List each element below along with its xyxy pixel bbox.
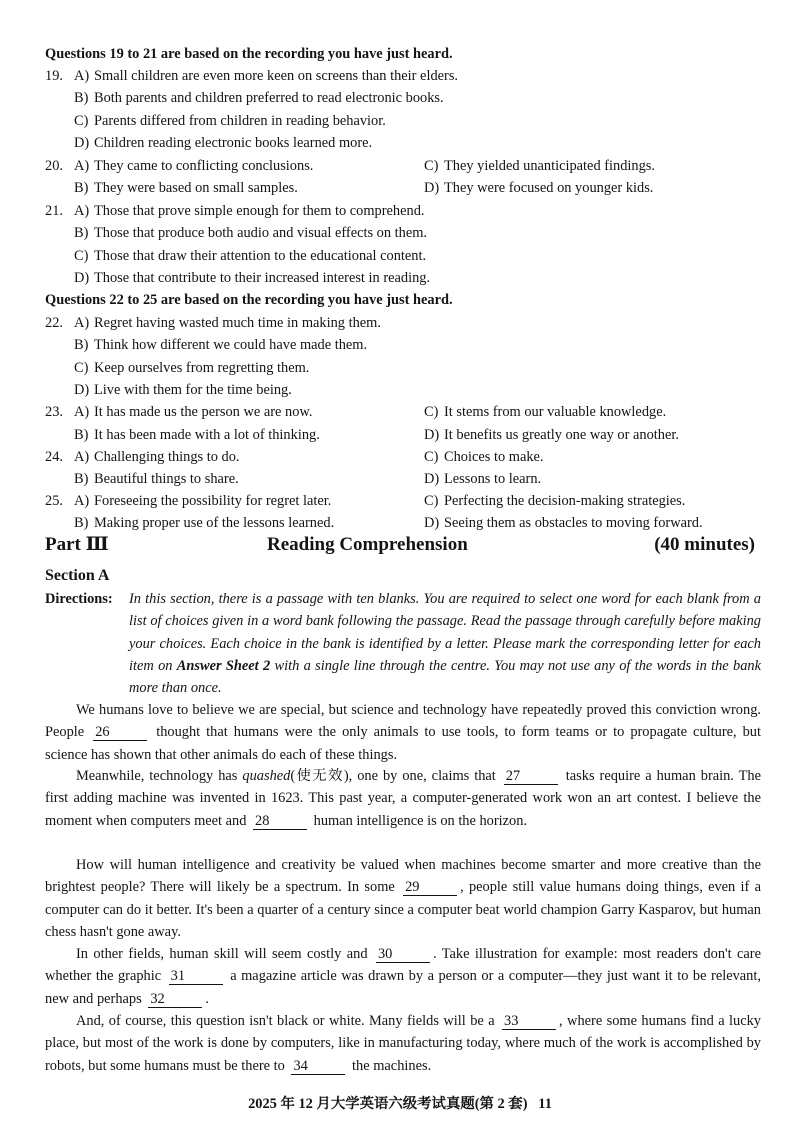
question-19-option-b[interactable]: B) Both parents and children preferred to read electronic books. <box>74 90 444 106</box>
page-footer <box>0 1093 800 1115</box>
question-25-option-c[interactable]: C) Perfecting the decision-making strategies. <box>424 493 686 509</box>
question-19-option-a[interactable]: 19. A) Small children are even more keen on screens than their elders. <box>45 65 458 87</box>
blank-33[interactable]: 33 <box>502 1014 556 1030</box>
blank-34[interactable]: 34 <box>291 1059 345 1075</box>
question-24-option-b[interactable]: B) Beautiful things to share. <box>74 471 239 487</box>
question-20-option-a[interactable]: 20. A) They came to conflicting conclusions. <box>45 155 313 177</box>
question-number: 23. <box>45 404 63 420</box>
blank-30[interactable]: 30 <box>376 947 430 963</box>
directions-label: Directions: <box>45 591 113 607</box>
question-25-option-d[interactable]: D) Seeing them as obstacles to moving forward. <box>424 515 703 531</box>
blank-31[interactable]: 31 <box>169 969 223 985</box>
page-number: 11 <box>538 1096 552 1112</box>
blank-29[interactable]: 29 <box>403 880 457 896</box>
answer-sheet-emphasis: Answer Sheet 2 <box>176 657 271 674</box>
passage-paragraph-2: Meanwhile, technology has quashed(使无效), one by one, claims that 27 tasks require a human brain. The first adding machine was invented in 1623. This past year, a computer-generated work won an art contest. I believe the moment when computers meet and 28 human intelligence is on the horizon. <box>45 768 761 829</box>
question-19-option-d[interactable]: D) Children reading electronic books learned more. <box>74 135 373 151</box>
part-heading <box>45 534 755 560</box>
question-21-option-c[interactable]: C) Those that draw their attention to the educational content. <box>74 248 427 264</box>
question-21-option-d[interactable]: D) Those that contribute to their increased interest in reading. <box>74 270 431 286</box>
question-group-heading: Questions 22 to 25 are based on the recording you have just heard. <box>45 292 453 308</box>
directions-text: In this section, there is a passage with ten blanks. You are required to select one word for each blank from a list of choices given in a word bank following the passage. Read the passage through carefully before making your choices. Each choice in the bank is identified by a letter. Please mark the corresponding letter for each item on Answer Sheet 2 with a single line through the centre. You may not use any of the words in the bank more than once. <box>129 591 761 697</box>
question-number: 22. <box>45 315 63 331</box>
question-25-option-a[interactable]: 25. A) Foreseeing the possibility for regret later. <box>45 490 331 512</box>
question-20-option-b[interactable]: B) They were based on small samples. <box>74 180 298 196</box>
question-22-option-b[interactable]: B) Think how different we could have made them. <box>74 337 368 353</box>
question-24-option-d[interactable]: D) Lessons to learn. <box>424 471 542 487</box>
question-group-heading: Questions 19 to 21 are based on the recording you have just heard. <box>45 46 453 62</box>
passage-paragraph-3: How will human intelligence and creativity be valued when machines become smarter and more creative than the brightest people? There will likely be a spectrum. In some 29 , people still value humans doing things, even if a computer can do it better. It's been a quarter of a century since a computer beat world champion Garry Kasparov, but human chess hasn't gone away. <box>45 857 761 940</box>
question-number: 19. <box>45 68 63 84</box>
chinese-gloss: (使无效) <box>290 768 349 784</box>
question-number: 21. <box>45 203 63 219</box>
question-24-option-a[interactable]: 24. A) Challenging things to do. <box>45 446 240 468</box>
question-20-option-c[interactable]: C) They yielded unanticipated findings. <box>424 158 656 174</box>
question-23-option-c[interactable]: C) It stems from our valuable knowledge. <box>424 404 667 420</box>
question-25-option-b[interactable]: B) Making proper use of the lessons learned. <box>74 515 335 531</box>
footer-title: 2025 年 12 月大学英语六级考试真题(第 2 套) <box>248 1096 528 1112</box>
question-24-option-c[interactable]: C) Choices to make. <box>424 449 544 465</box>
question-number: 20. <box>45 158 63 174</box>
passage-paragraph-5: And, of course, this question isn't black or white. Many fields will be a 33 , where some humans find a lucky place, but most of the work is done by computers, like in manufacturing today, where much of the work is accomplished by robots, but some humans must be there to 34 the machines. <box>45 1013 762 1074</box>
part-number: Part Ⅲ <box>45 534 109 555</box>
section-heading: Section A <box>45 567 110 584</box>
question-23-option-a[interactable]: 23. A) It has made us the person we are now. <box>45 401 312 423</box>
passage-paragraph-4: In other fields, human skill will seem costly and 30 . Take illustration for example: most readers don't care whether the graphic 31 a magazine article was drawn by a person or a computer—they just want it to be relevant, new and perhaps 32 . <box>45 946 761 1007</box>
blank-27[interactable]: 27 <box>504 769 558 785</box>
passage-paragraph-1: We humans love to believe we are special, but science and technology have repeatedly proved this conviction wrong. People 26 thought that humans were the only animals to use tools, to form teams or to propagate culture, but science has shown that other animals do each of these things. <box>45 702 761 763</box>
question-23-option-d[interactable]: D) It benefits us greatly one way or another. <box>424 427 679 443</box>
blank-28[interactable]: 28 <box>253 814 307 830</box>
question-21-option-b[interactable]: B) Those that produce both audio and visual effects on them. <box>74 225 428 241</box>
part-time: (40 minutes) <box>654 534 755 555</box>
question-19-option-c[interactable]: C) Parents differed from children in reading behavior. <box>74 113 386 129</box>
question-22-option-c[interactable]: C) Keep ourselves from regretting them. <box>74 360 310 376</box>
question-number: 24. <box>45 449 63 465</box>
question-20-option-d[interactable]: D) They were focused on younger kids. <box>424 180 654 196</box>
question-21-option-a[interactable]: 21. A) Those that prove simple enough for them to comprehend. <box>45 200 425 222</box>
question-number: 25. <box>45 493 63 509</box>
blank-26[interactable]: 26 <box>93 725 147 741</box>
blank-32[interactable]: 32 <box>148 992 202 1008</box>
part-title: Reading Comprehension <box>267 534 468 555</box>
question-22-option-a[interactable]: 22. A) Regret having wasted much time in making them. <box>45 312 381 334</box>
question-22-option-d[interactable]: D) Live with them for the time being. <box>74 382 292 398</box>
question-23-option-b[interactable]: B) It has been made with a lot of thinking. <box>74 427 320 443</box>
